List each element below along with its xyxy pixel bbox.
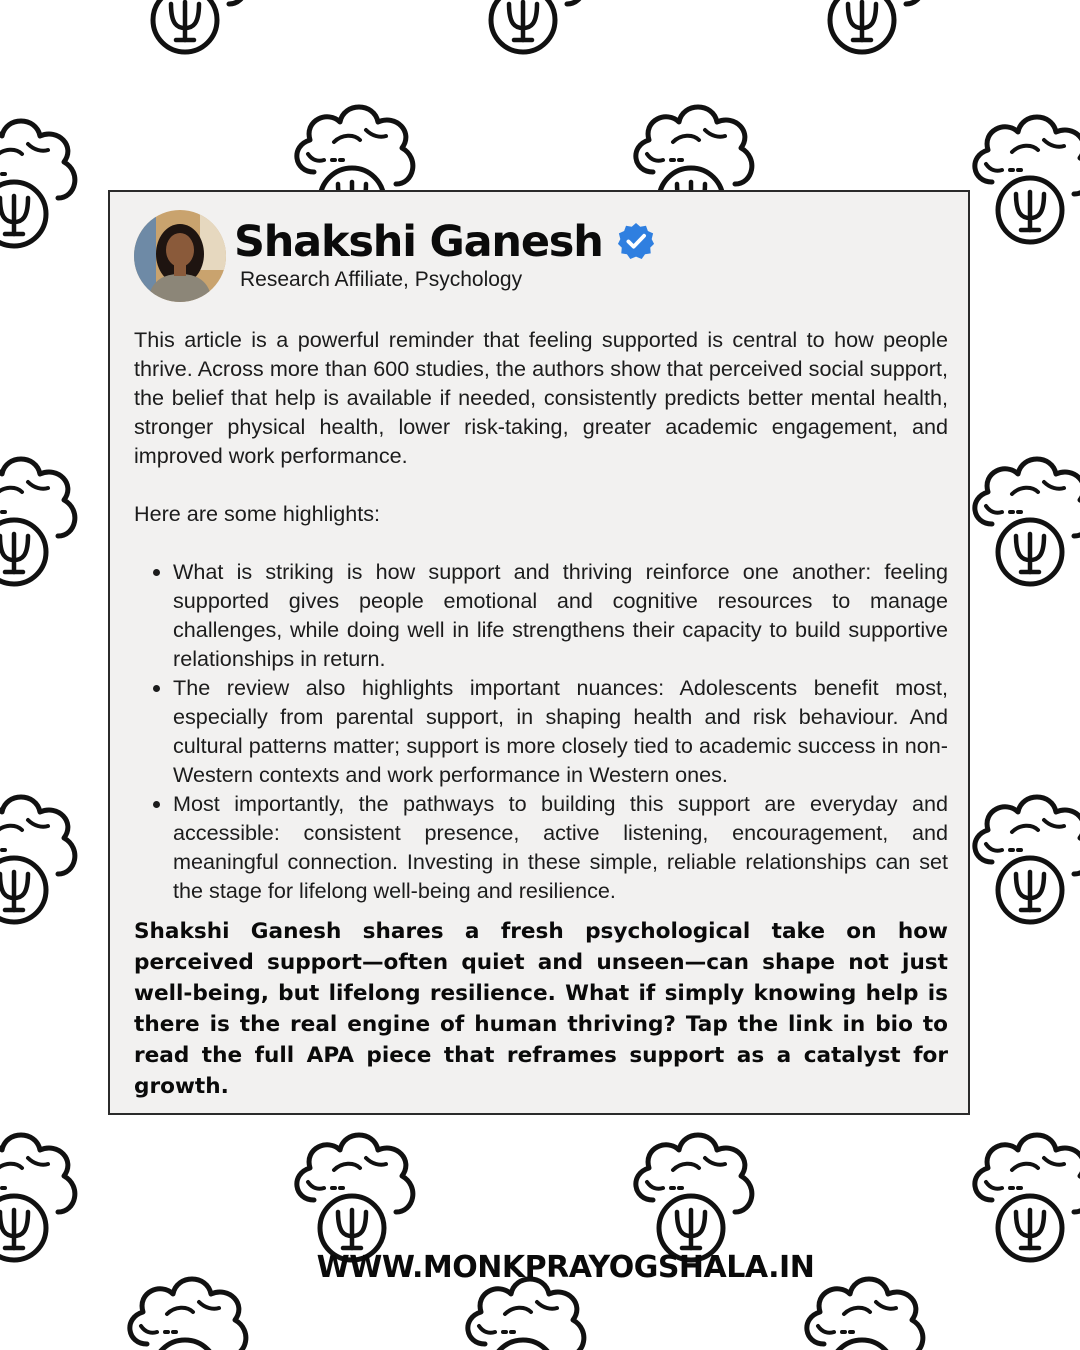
list-item: • What is striking is how support and thriving reinforce one another: feeling supported gives people emotional and cognitive resources to manage challenges, while doing well in life strengthens their capacity to build supportive relationships in return.	[173, 557, 948, 673]
highlights-list	[134, 557, 948, 905]
list-item: • Most importantly, the pathways to building this support are everyday and accessible: consistent presence, active listening, encouragement, and meaningful connection. Investing in these simple, reliable relationships can set the stage for lifelong well-being and resilience.	[173, 789, 948, 905]
post-body	[134, 325, 948, 1102]
verified-badge-icon	[617, 222, 655, 260]
testimonial-card	[108, 190, 970, 1115]
call-to-action: Shakshi Ganesh shares a fresh psychological take on how perceived support—often quiet and unseen—can shape not just well-being, but lifelong resilience. What if simply knowing help is there is the real engine of human thriving? Tap the link in bio to read the full APA piece that reframes support as a catalyst for growth.	[134, 919, 948, 1099]
avatar	[134, 210, 226, 302]
author-name: Shakshi Ganesh	[234, 217, 603, 267]
author-role: Research Affiliate, Psychology	[240, 268, 523, 291]
intro-paragraph: This article is a powerful reminder that feeling supported is central to how people thrive. Across more than 600 studies, the authors show that perceived social support, the belief that help is available if needed, consistently predicts better mental health, stronger physical health, lower risk-taking, greater academic engagement, and improved work performance.	[134, 327, 948, 468]
website-url[interactable]: WWW.MONKPRAYOGSHALA.IN	[316, 1250, 815, 1285]
list-item: • The review also highlights important nuances: Adolescents benefit most, especially from parental support, in shaping health and risk behaviour. And cultural patterns matter; support is more closely tied to academic success in non-Western contexts and work performance in Western ones.	[173, 673, 948, 789]
highlights-lead: Here are some highlights:	[134, 501, 381, 526]
